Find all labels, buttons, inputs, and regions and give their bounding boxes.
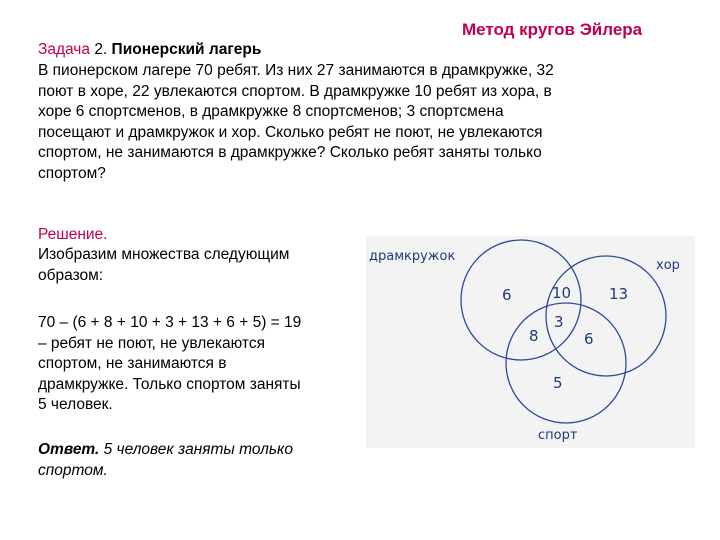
region-drama-only: 6 [502, 286, 512, 304]
region-sport-only: 5 [553, 374, 563, 392]
calculation [38, 313, 358, 416]
intro-line: образом: [38, 266, 104, 284]
region-choir-sport: 6 [584, 330, 594, 348]
task-prefix: Задача [38, 41, 95, 58]
answer-text: 5 человек заняты только [99, 441, 293, 458]
venn-diagram [366, 236, 695, 448]
region-drama-choir: 10 [552, 284, 572, 302]
venn-svg [366, 236, 695, 448]
sport-label: спорт [538, 428, 578, 443]
problem-line: спортом, не занимаются в драмкружке? Сколько ребят заняты только [38, 144, 542, 161]
problem-line: спортом? [38, 164, 106, 182]
answer-label: Ответ. [38, 441, 100, 458]
region-choir-only: 13 [609, 285, 629, 303]
problem-line: посещают и драмкружок и хор. Сколько ребят не поют, не увлекаются [38, 123, 543, 141]
task-title: Пионерский лагерь [107, 41, 262, 58]
calc-line: 5 человек. [38, 396, 113, 413]
region-drama-sport: 8 [529, 327, 539, 345]
task-heading [38, 41, 261, 59]
problem-line: В пионерском лагере 70 ребят. Из них 27 занимаются в драмкружке, 32 [38, 62, 554, 79]
problem-line: хоре 6 спортсменов, в драмкружке 8 спортсменов; 3 спортсмена [38, 103, 504, 120]
sport-circle [506, 303, 626, 423]
slide-title: Метод кругов Эйлера [462, 20, 643, 39]
answer-line: спортом. [38, 461, 108, 479]
problem-statement [38, 61, 688, 184]
calc-line: 70 – (6 + 8 + 10 + 3 + 13 + 6 + 5) = 19 [38, 314, 302, 331]
answer [38, 440, 358, 481]
calc-line: – ребят не поют, не увлекаются [38, 334, 265, 352]
answer-line [38, 440, 358, 461]
intro-line: Изобразим множества следующим [38, 246, 290, 263]
choir-circle [546, 256, 666, 376]
drama-label: драмкружок [369, 249, 456, 264]
choir-label: хор [656, 258, 680, 273]
calc-line: драмкружке. Только спортом заняты [38, 375, 301, 393]
solution-intro [38, 245, 358, 286]
region-all-three: 3 [554, 313, 564, 331]
problem-line: поют в хоре, 22 увлекаются спортом. В драмкружке 10 ребят из хора, в [38, 82, 552, 100]
calc-line: спортом, не занимаются в [38, 355, 227, 372]
task-number: 2. [94, 41, 108, 58]
solution-heading: Решение. [38, 226, 108, 243]
